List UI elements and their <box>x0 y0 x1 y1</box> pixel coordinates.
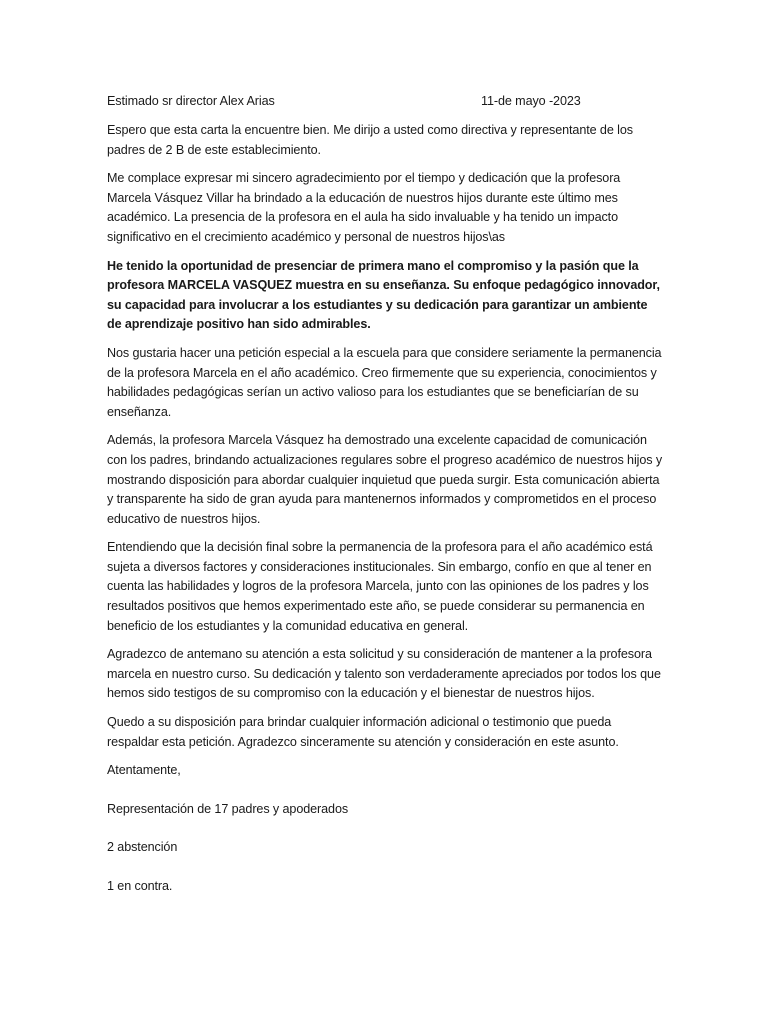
paragraph-thanks: Agradezco de antemano su atención a esta solicitud y su consideración de mantener a la profesora marcela en nuestro curso. Su dedicación y talento son verdaderamente apreciados por todos los que hemos sido testigos de su compromiso con la educación y el bienestar de nuestros hijos. <box>107 647 661 701</box>
paragraph-gratitude: Me complace expresar mi sincero agradecimiento por el tiempo y dedicación que la profesora Marcela Vásquez Villar ha brindado a la educación de nuestros hijos durante este último mes académico. La presencia de la profesora en el aula ha sido invaluable y ha tenido un impacto significativo en el crecimiento académico y personal de nuestros hijos\as <box>107 171 621 244</box>
paragraph-decision: Entendiendo que la decisión final sobre la permanencia de la profesora para el año académico está sujeta a diversos factores y consideraciones institucionales. Sin embargo, confío en que al tener en cuenta las habilidades y logros de la profesora Marcela, junto con las opiniones de los padres y los resultados positivos que hemos experimentado este año, se puede considerar su permanencia en beneficio de los estudiantes y la comunidad educativa en general. <box>107 540 653 633</box>
letter-body <box>107 92 663 916</box>
paragraph-availability: Quedo a su disposición para brindar cualquier información adicional o testimonio que pueda respaldar esta petición. Agradezco sinceramente su atención y consideración en este asunto. <box>107 715 619 749</box>
closing-phrase: Atentamente, <box>107 763 181 778</box>
letter-date: 11-de mayo -2023 <box>481 94 581 108</box>
representation-line: Representación de 17 padres y apoderados <box>107 801 349 816</box>
abstention-line: 2 abstención <box>107 840 178 855</box>
paragraph-communication: Además, la profesora Marcela Vásquez ha demostrado una excelente capacidad de comunicación con los padres, brindando actualizaciones regulares sobre el progreso académico de nuestros hijos y mostrando disposición para abordar cualquier inquietud que pueda surgir. Esta comunicación abierta y transparente ha sido de gran ayuda para mantenernos informados y comprometidos en el proceso educativo de nuestros hijos. <box>107 433 663 526</box>
paragraph-request: Nos gustaria hacer una petición especial a la escuela para que considere seriamente la permanencia de la profesora Marcela en el año académico. Creo firmemente que su experiencia, conocimientos y habilidades pedagógicas serían un activo valioso para los estudiantes que se beneficiarían de su enseñanza. <box>107 345 662 419</box>
paragraph-commitment: He tenido la oportunidad de presenciar de primera mano el compromiso y la pasión que la profesora MARCELA VASQUEZ muestra en su enseñanza. Su enfoque pedagógico innovador, su capacidad para involucrar a los estudiantes y su dedicación para garantizar un ambiente de aprendizaje positivo han sido admirables. <box>107 258 660 332</box>
against-line: 1 en contra. <box>107 879 173 893</box>
letter-closing <box>107 761 663 896</box>
paragraph-intro: Espero que esta carta la encuentre bien. Me dirijo a usted como directiva y representante de los padres de 2 B de este establecimiento. <box>107 123 633 157</box>
salutation: Estimado sr director Alex Arias <box>107 94 275 108</box>
letter-header <box>107 92 663 112</box>
